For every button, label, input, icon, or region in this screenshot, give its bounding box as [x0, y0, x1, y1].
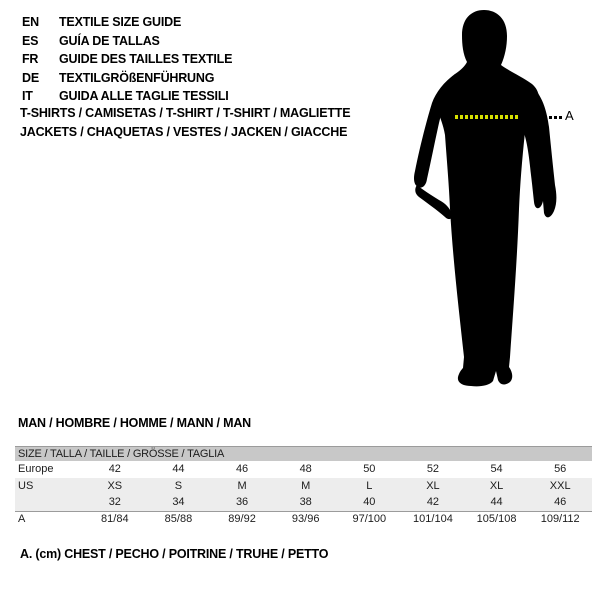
language-label: GUIDE DES TAILLES TEXTILE	[59, 52, 233, 66]
language-row	[22, 13, 232, 32]
language-code: EN	[22, 15, 39, 29]
table-cell: 89/92	[228, 513, 256, 526]
size-table	[15, 446, 592, 527]
table-cell: M	[237, 479, 247, 492]
table-cell: 105/108	[476, 513, 517, 526]
table-cell: 101/104	[413, 513, 453, 526]
language-label: TEXTILGRÖßENFÜHRUNG	[59, 70, 215, 85]
table-cell: 56	[554, 463, 567, 476]
language-row	[22, 69, 232, 88]
section-heading: MAN / HOMBRE / HOMME / MANN / MAN	[18, 416, 251, 430]
table-cell: 52	[426, 463, 440, 476]
table-cell: 42	[108, 463, 121, 476]
table-cell: M	[301, 479, 311, 492]
language-row	[22, 32, 232, 51]
table-cell: 85/88	[164, 513, 193, 526]
language-code: IT	[22, 89, 33, 103]
table-cell: XXL	[549, 479, 571, 492]
table-cell: 48	[299, 463, 312, 476]
table-cell: 40	[363, 496, 376, 509]
table-row-chest	[15, 511, 592, 528]
silhouette-body	[434, 10, 539, 386]
language-label: GUIDA ALLE TAGLIE TESSILI	[59, 89, 229, 103]
table-cell: 109/112	[540, 513, 580, 526]
chest-measure-leader	[549, 116, 562, 119]
category-jackets: JACKETS / CHAQUETAS / VESTES / JACKEN / GIACCHE	[20, 124, 348, 139]
table-cell: 42	[426, 496, 440, 509]
table-cell: 44	[172, 463, 185, 476]
table-cell: 44	[490, 496, 503, 509]
size-table-header: SIZE / TALLA / TAILLE / GRÖSSE / TAGLIA	[15, 446, 592, 461]
table-cell: XL	[426, 479, 440, 492]
chest-measure-dashes	[455, 115, 519, 119]
language-code: ES	[22, 33, 39, 48]
table-cell: 54	[490, 463, 503, 476]
language-row	[22, 87, 232, 106]
man-silhouette	[405, 5, 565, 390]
table-cell: S	[174, 479, 183, 492]
category-tshirts: T-SHIRTS / CAMISETAS / T-SHIRT / T-SHIRT / MAGLIETTE	[20, 106, 351, 120]
measure-footnote: A. (cm) CHEST / PECHO / POITRINE / TRUHE / PETTO	[20, 547, 329, 561]
row-label: A	[18, 513, 26, 526]
table-cell: 34	[172, 496, 185, 509]
row-label: US	[18, 479, 34, 492]
silhouette-left-forearm	[415, 185, 452, 219]
table-cell: 32	[108, 496, 121, 509]
category-list	[20, 104, 350, 141]
language-label: GUÍA DE TALLAS	[59, 33, 160, 48]
table-cell: 50	[363, 463, 376, 476]
table-cell: 97/100	[352, 513, 387, 526]
table-cell: 81/84	[101, 513, 129, 526]
language-row	[22, 50, 232, 69]
table-row-us	[15, 478, 592, 495]
table-cell: L	[366, 479, 373, 492]
table-cell: 36	[235, 496, 249, 509]
language-code: FR	[22, 52, 39, 66]
table-cell: 46	[235, 463, 249, 476]
chest-measure-label: A	[565, 108, 574, 123]
language-code: DE	[22, 70, 39, 85]
table-cell: 93/96	[291, 513, 320, 526]
table-row-us-numeric	[15, 494, 592, 511]
language-list	[22, 13, 232, 106]
table-cell: 46	[554, 496, 567, 509]
table-cell: XS	[107, 479, 123, 492]
table-row-europe	[15, 461, 592, 478]
language-label: TEXTILE SIZE GUIDE	[59, 15, 182, 29]
table-cell: 38	[299, 496, 312, 509]
row-label: Europe	[18, 463, 54, 476]
table-cell: XL	[489, 479, 504, 492]
